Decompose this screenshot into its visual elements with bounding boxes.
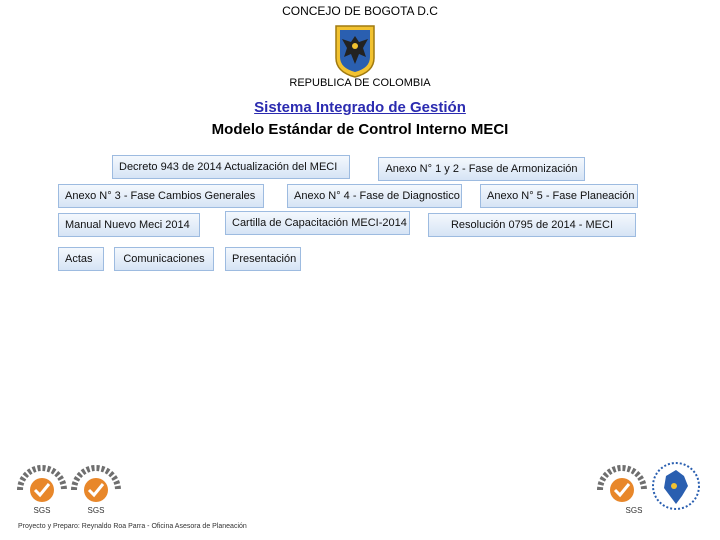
republic-label: REPUBLICA DE COLOMBIA xyxy=(289,77,431,89)
footer-credit: Proyecto y Preparo: Reynaldo Roa Parra - Oficina Asesora de Planeación xyxy=(18,523,247,530)
system-title-link[interactable]: Sistema Integrado de Gestión xyxy=(254,99,466,116)
svg-text:SGS: SGS xyxy=(87,506,105,515)
anexo-3-button[interactable]: Anexo N° 3 - Fase Cambios Generales xyxy=(58,184,264,208)
header-title: CONCEJO DE BOGOTA D.C xyxy=(282,4,438,18)
decreto-943-button[interactable]: Decreto 943 de 2014 Actualización del MECI xyxy=(112,155,350,179)
anexo-4-button[interactable]: Anexo N° 4 - Fase de Diagnostico xyxy=(287,184,462,208)
actas-button[interactable]: Actas xyxy=(58,247,104,271)
sgs-certification-icon xyxy=(600,468,644,515)
svg-text:SGS: SGS xyxy=(33,506,51,515)
svg-text:SGS: SGS xyxy=(625,506,643,515)
comunicaciones-button[interactable]: Comunicaciones xyxy=(114,247,214,271)
sgs-certification-logos xyxy=(14,460,126,516)
system-subtitle: Modelo Estándar de Control Interno MECI xyxy=(211,121,509,138)
presentacion-button[interactable]: Presentación xyxy=(225,247,301,271)
manual-meci-button[interactable]: Manual Nuevo Meci 2014 xyxy=(58,213,200,237)
sgs-certification-icon xyxy=(74,468,118,515)
cartilla-capacitacion-button[interactable]: Cartilla de Capacitación MECI-2014 xyxy=(225,211,410,235)
anexo-1-2-button[interactable]: Anexo N° 1 y 2 - Fase de Armonización xyxy=(378,157,585,181)
sgs-certification-icon xyxy=(20,468,64,515)
resolucion-0795-button[interactable]: Resolución 0795 de 2014 - MECI xyxy=(428,213,636,237)
colombia-map-logo-icon xyxy=(653,463,699,509)
anexo-5-button[interactable]: Anexo N° 5 - Fase Planeación xyxy=(480,184,638,208)
right-logos xyxy=(594,460,706,516)
bogota-crest-icon xyxy=(332,24,378,78)
